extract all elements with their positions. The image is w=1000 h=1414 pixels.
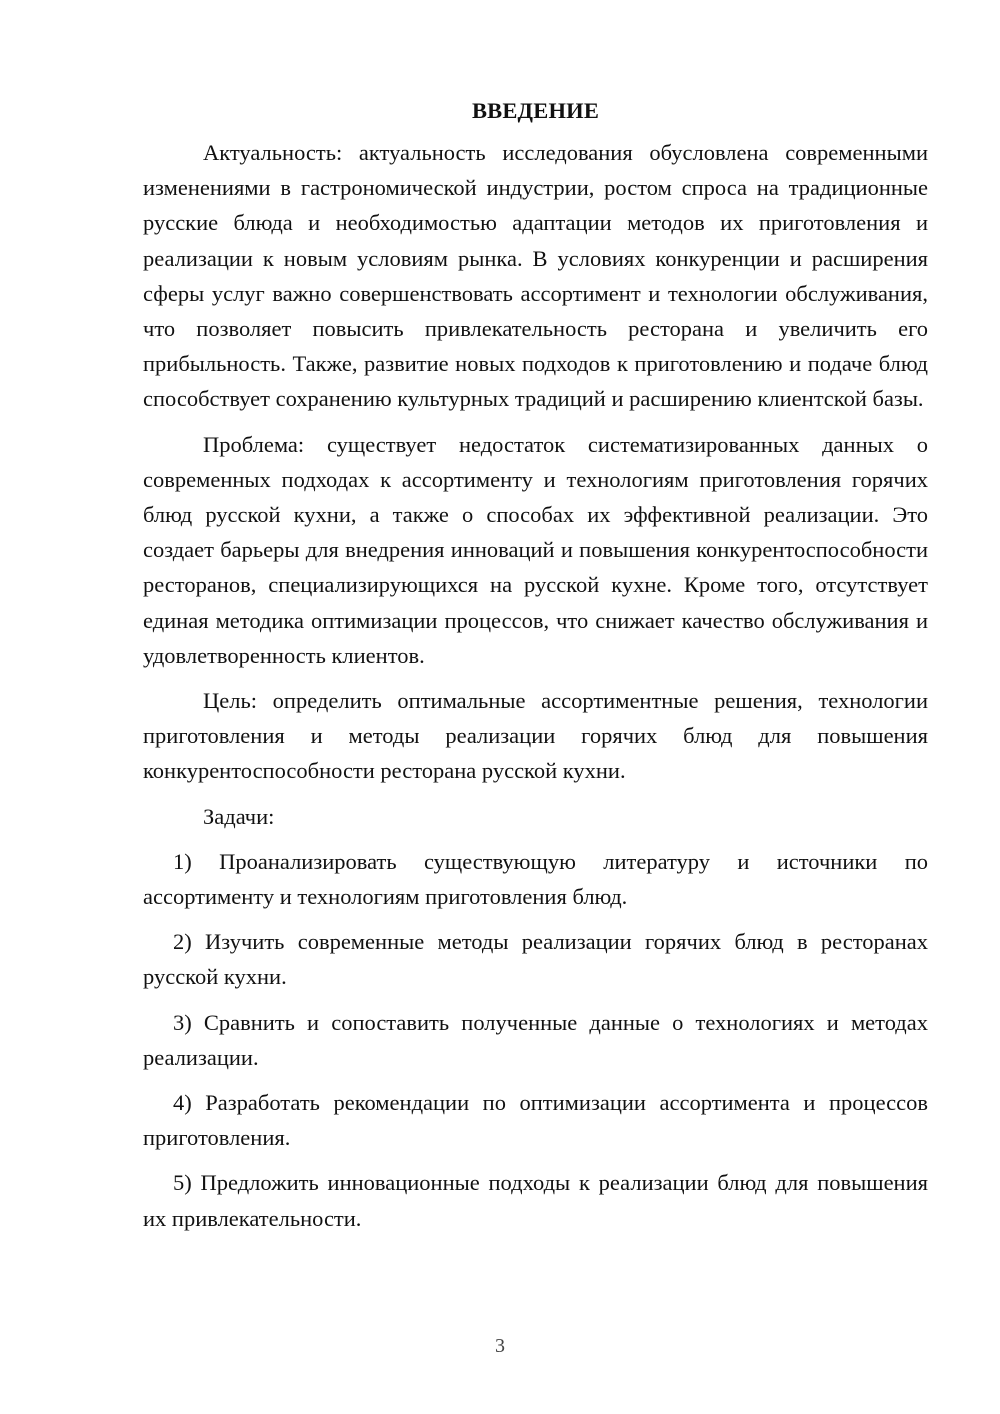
paragraph-problem: Проблема: существует недостаток систематизированных данных о современных подходах к ассортименту и технологиям приготовления горячих блюд русской кухни, а также о способах их эффективной реализации. Это создает барьеры для внедрения инноваций и повышения конкурентоспособности ресторанов, специализирующихся на русской кухне. Кроме того, отсутствует единая методика оптимизации процессов, что снижает качество обслуживания и удовлетворенность клиентов. bbox=[143, 431, 928, 668]
paragraph-tasks-heading: Задачи: bbox=[203, 803, 275, 829]
paragraph-goal: Цель: определить оптимальные ассортиментные решения, технологии приготовления и методы реализации горячих блюд для повышения конкурентоспособности ресторана русской кухни. bbox=[143, 688, 928, 784]
page-title: ВВЕДЕНИЕ bbox=[471, 98, 600, 123]
document-page bbox=[143, 96, 928, 1236]
task-item-2: 2) Изучить современные методы реализации горячих блюд в ресторанах русской кухни. bbox=[143, 929, 928, 990]
task-item-1: 1) Проанализировать существующую литературу и источники по ассортименту и технологиям приготовления блюд. bbox=[143, 848, 928, 910]
task-item-4: 4) Разработать рекомендации по оптимизации ассортимента и процессов приготовления. bbox=[143, 1090, 928, 1151]
paragraph-relevance: Актуальность: актуальность исследования обусловлена современными изменениями в гастрономической индустрии, ростом спроса на традиционные русские блюда и необходимостью адаптации методов их приготовления и реализации к новым условиям рынка. В условиях конкуренции и расширения сферы услуг важно совершенствовать ассортимент и технологии обслуживания, что позволяет повысить привлекательность ресторана и увеличить его прибыльность. Также, развитие новых подходов к приготовлению и подаче блюд способствует сохранению культурных традиций и расширению клиентской базы. bbox=[143, 140, 928, 412]
page-number: 3 bbox=[495, 1335, 505, 1357]
task-item-5: 5) Предложить инновационные подходы к реализации блюд для повышения их привлекательности. bbox=[143, 1170, 928, 1231]
task-item-3: 3) Сравнить и сопоставить полученные данные о технологиях и методах реализации. bbox=[143, 1009, 928, 1070]
